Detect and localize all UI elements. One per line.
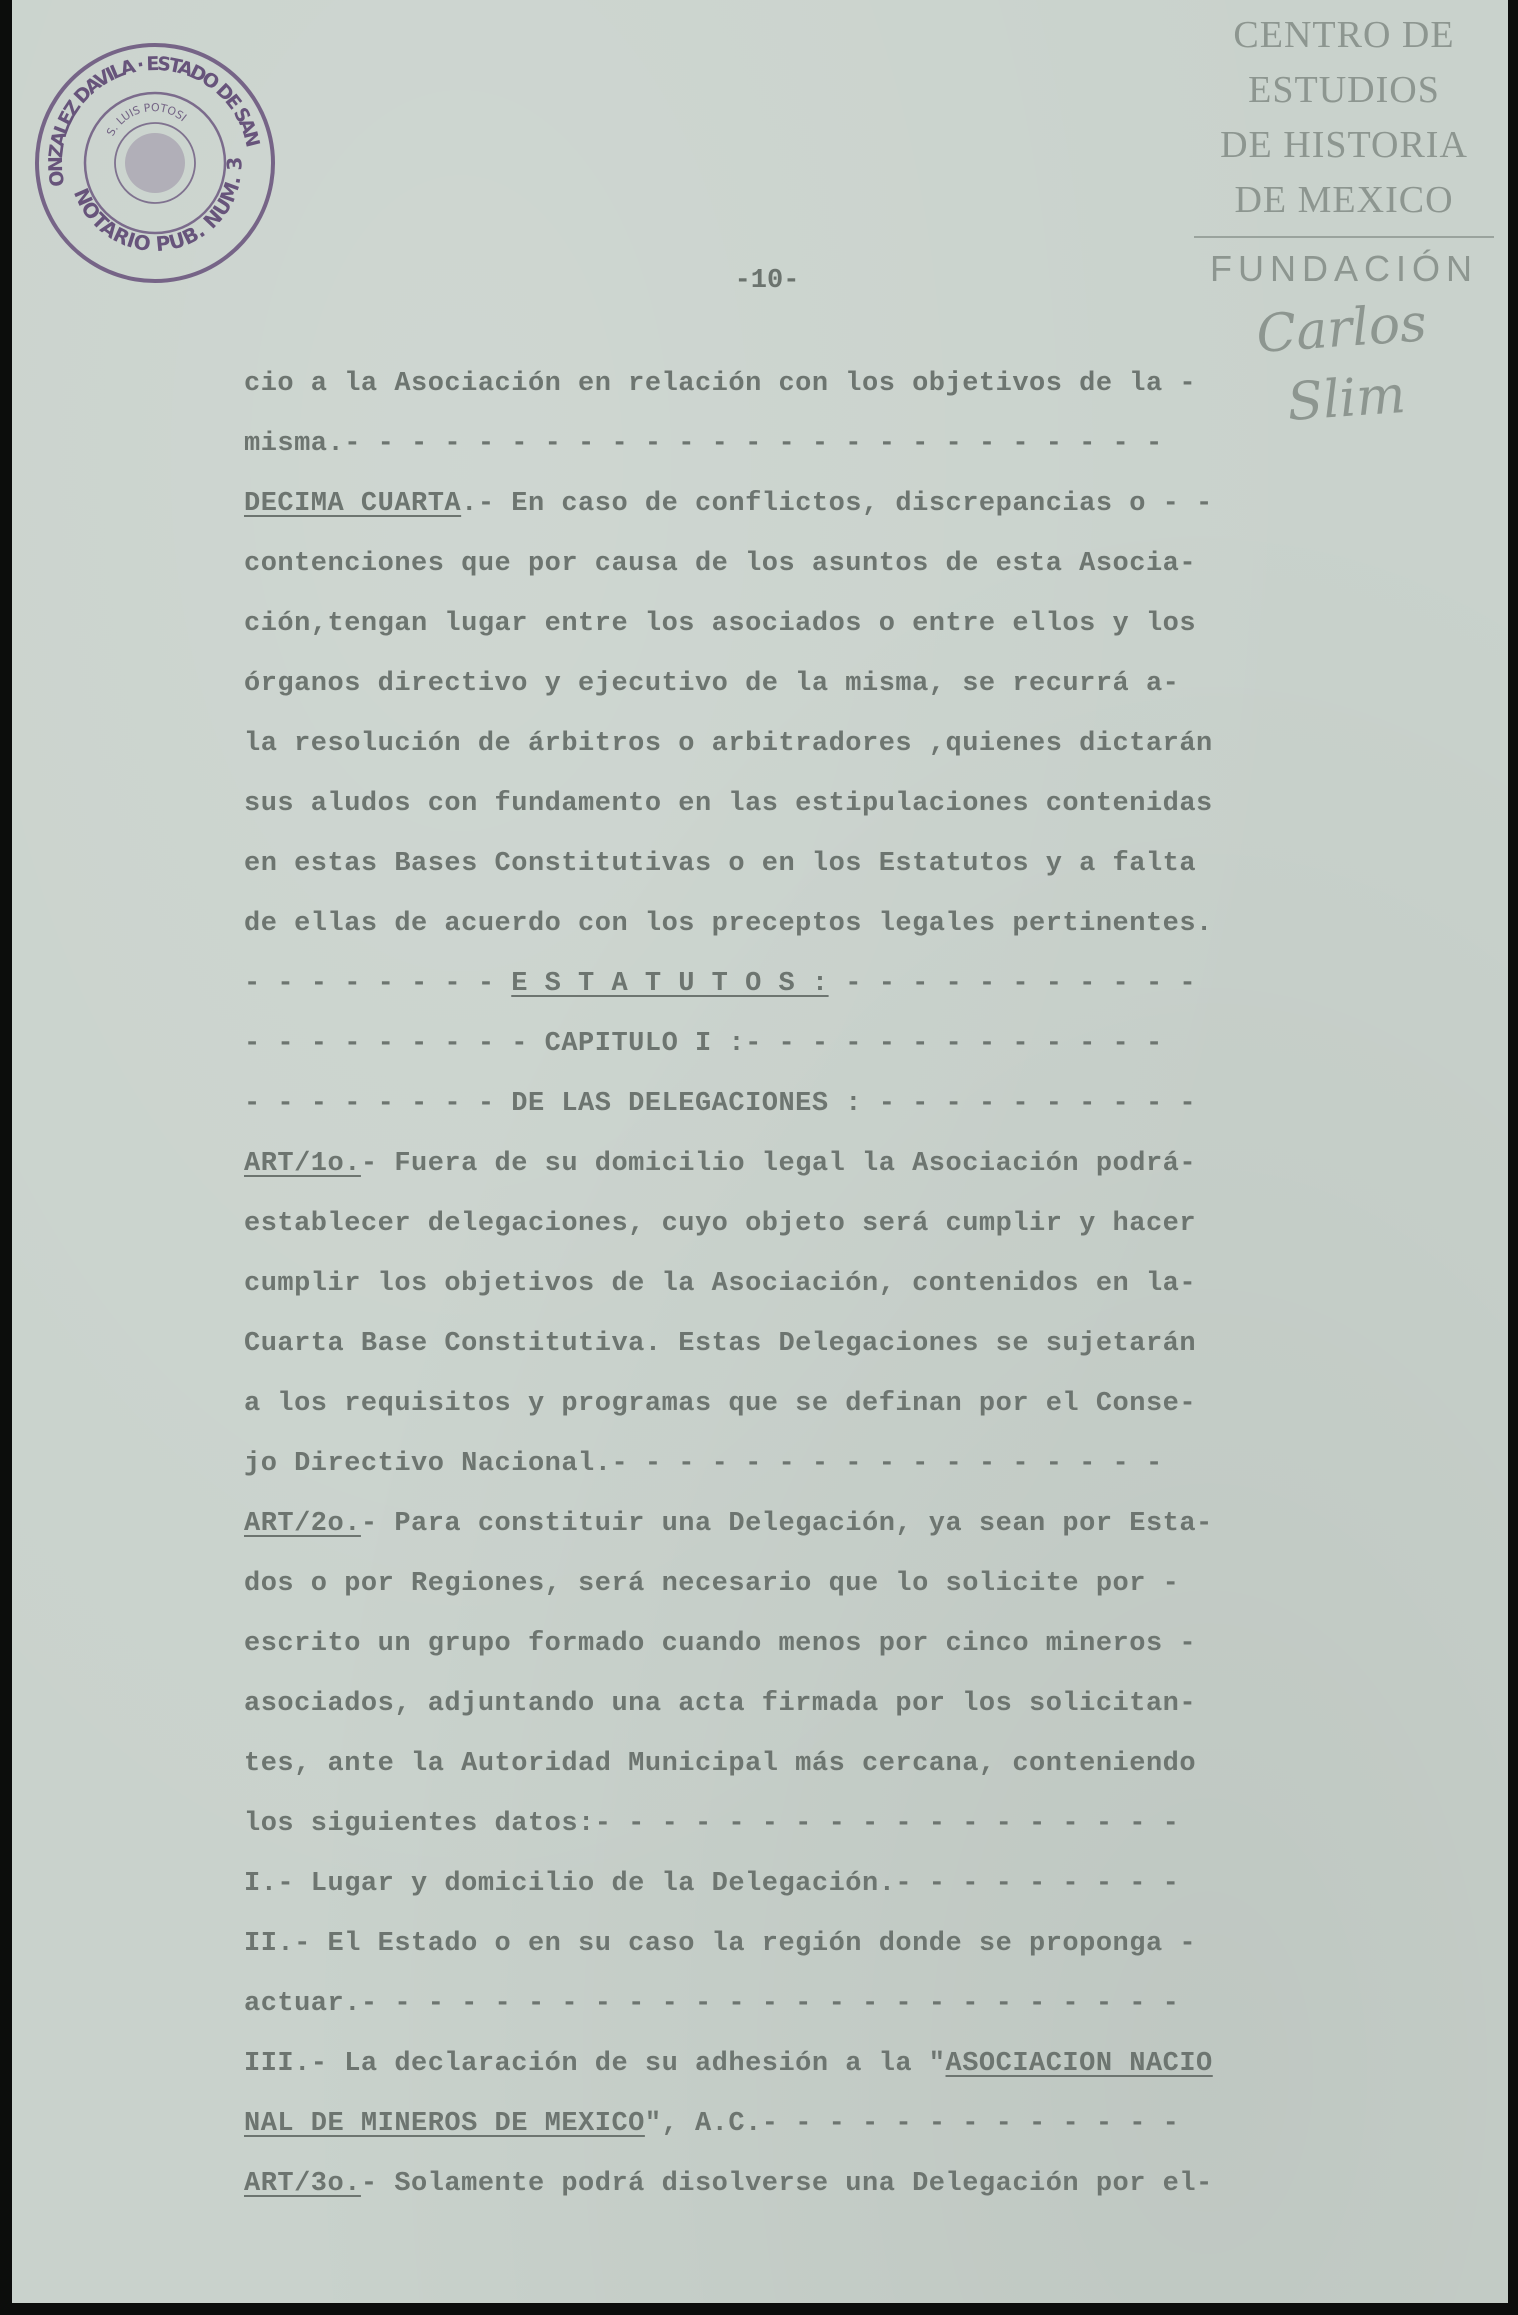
text-line: a los requisitos y programas que se definan por el Conse- bbox=[244, 1389, 1197, 1419]
document-page bbox=[12, 0, 1508, 2303]
text-line: misma.- - - - - - - - - - - - - - - - - - - - - - - - - bbox=[244, 429, 1163, 459]
text-line: escrito un grupo formado cuando menos por cinco mineros - bbox=[244, 1629, 1197, 1659]
underlined-heading: ASOCIACION NACIO bbox=[945, 2049, 1213, 2079]
page-number: -10- bbox=[734, 266, 800, 296]
text-line: los siguientes datos:- - - - - - - - - - - - - - - - - - bbox=[244, 1809, 1180, 1839]
text-line bbox=[244, 474, 1314, 534]
text-line: dos o por Regiones, será necesario que lo solicite por - bbox=[244, 1569, 1180, 1599]
underlined-heading: DECIMA CUARTA bbox=[244, 489, 462, 519]
underlined-heading: NAL DE MINEROS DE MEXICO bbox=[244, 2109, 645, 2139]
seal-inner-text bbox=[100, 93, 191, 140]
text-line: tes, ante la Autoridad Municipal más cercana, conteniendo bbox=[244, 1749, 1197, 1779]
text-line: contenciones que por causa de los asuntos de esta Asocia- bbox=[244, 549, 1197, 579]
watermark-signature: Carlos Slim bbox=[1254, 293, 1429, 433]
line-segment: - Solamente podrá disolverse una Delegación por el- bbox=[360, 2169, 1213, 2199]
text-line bbox=[244, 1494, 1314, 1554]
line-segment: - Fuera de su domicilio legal la Asociación podrá- bbox=[360, 1149, 1197, 1179]
text-line: - - - - - - - - - CAPITULO I :- - - - - - - - - - - - - bbox=[244, 1029, 1163, 1059]
watermark-divider bbox=[1194, 236, 1494, 238]
text-line: de ellas de acuerdo con los preceptos legales pertinentes. bbox=[244, 909, 1213, 939]
watermark-line-4: DE MEXICO bbox=[1234, 179, 1454, 221]
text-line: Cuarta Base Constitutiva. Estas Delegaciones se sujetarán bbox=[244, 1329, 1197, 1359]
line-segment: - - - - - - - - - - - bbox=[828, 969, 1197, 999]
text-line bbox=[244, 954, 1314, 1014]
typewritten-body bbox=[244, 354, 1314, 2214]
text-line: ción,tengan lugar entre los asociados o entre ellos y los bbox=[244, 609, 1197, 639]
line-segment: III.- La declaración de su adhesión a la " bbox=[244, 2049, 946, 2079]
watermark-line-1: CENTRO DE bbox=[1233, 14, 1455, 56]
text-line: sus aludos con fundamento en las estipulaciones contenidas bbox=[244, 789, 1213, 819]
underlined-heading: E S T A T U T O S : bbox=[511, 969, 829, 999]
text-line: II.- El Estado o en su caso la región donde se proponga - bbox=[244, 1929, 1197, 1959]
text-line bbox=[244, 2094, 1314, 2154]
text-line bbox=[244, 2154, 1314, 2214]
line-segment: - - - - - - - - bbox=[244, 969, 512, 999]
text-line: asociados, adjuntando una acta firmada por los solicitan- bbox=[244, 1689, 1197, 1719]
text-line: jo Directivo Nacional.- - - - - - - - - - - - - - - - - bbox=[244, 1449, 1163, 1479]
text-line: órganos directivo y ejecutivo de la misma, se recurrá a- bbox=[244, 669, 1180, 699]
underlined-heading: ART/1o. bbox=[244, 1149, 361, 1179]
line-segment: - Para constituir una Delegación, ya sean por Esta- bbox=[360, 1509, 1213, 1539]
text-line bbox=[244, 2034, 1314, 2094]
seal-bottom-text-path: NOTARIO PUB. NUM. 3 bbox=[68, 156, 247, 257]
watermark-line-2: ESTUDIOS bbox=[1248, 69, 1440, 111]
watermark-foundation: FUNDACIÓN bbox=[1210, 248, 1478, 289]
text-line bbox=[244, 1134, 1314, 1194]
text-line: establecer delegaciones, cuyo objeto será cumplir y hacer bbox=[244, 1209, 1197, 1239]
text-line: actuar.- - - - - - - - - - - - - - - - - - - - - - - - - bbox=[244, 1989, 1180, 2019]
text-line: I.- Lugar y domicilio de la Delegación.- - - - - - - - - bbox=[244, 1869, 1180, 1899]
text-line: cio a la Asociación en relación con los objetivos de la - bbox=[244, 369, 1197, 399]
seal-inner-text-path: S. LUIS POTOSI bbox=[104, 101, 190, 139]
watermark-line-3: DE HISTORIA bbox=[1220, 124, 1468, 166]
line-segment: .- En caso de conflictos, discrepancias o - - bbox=[461, 489, 1213, 519]
seal-outer-text-path: GONZALEZ DAVILA · ESTADO DE SAN bbox=[44, 52, 264, 189]
text-line: la resolución de árbitros o arbitradores ,quienes dictarán bbox=[244, 729, 1213, 759]
text-line: en estas Bases Constitutivas o en los Estatutos y a falta bbox=[244, 849, 1197, 879]
text-line: - - - - - - - - DE LAS DELEGACIONES : - - - - - - - - - - bbox=[244, 1089, 1197, 1119]
line-segment: ", A.C.- - - - - - - - - - - - - bbox=[644, 2109, 1180, 2139]
underlined-heading: ART/2o. bbox=[244, 1509, 361, 1539]
underlined-heading: ART/3o. bbox=[244, 2169, 361, 2199]
text-line: cumplir los objetivos de la Asociación, contenidos en la- bbox=[244, 1269, 1197, 1299]
notary-seal-stamp bbox=[30, 38, 280, 288]
